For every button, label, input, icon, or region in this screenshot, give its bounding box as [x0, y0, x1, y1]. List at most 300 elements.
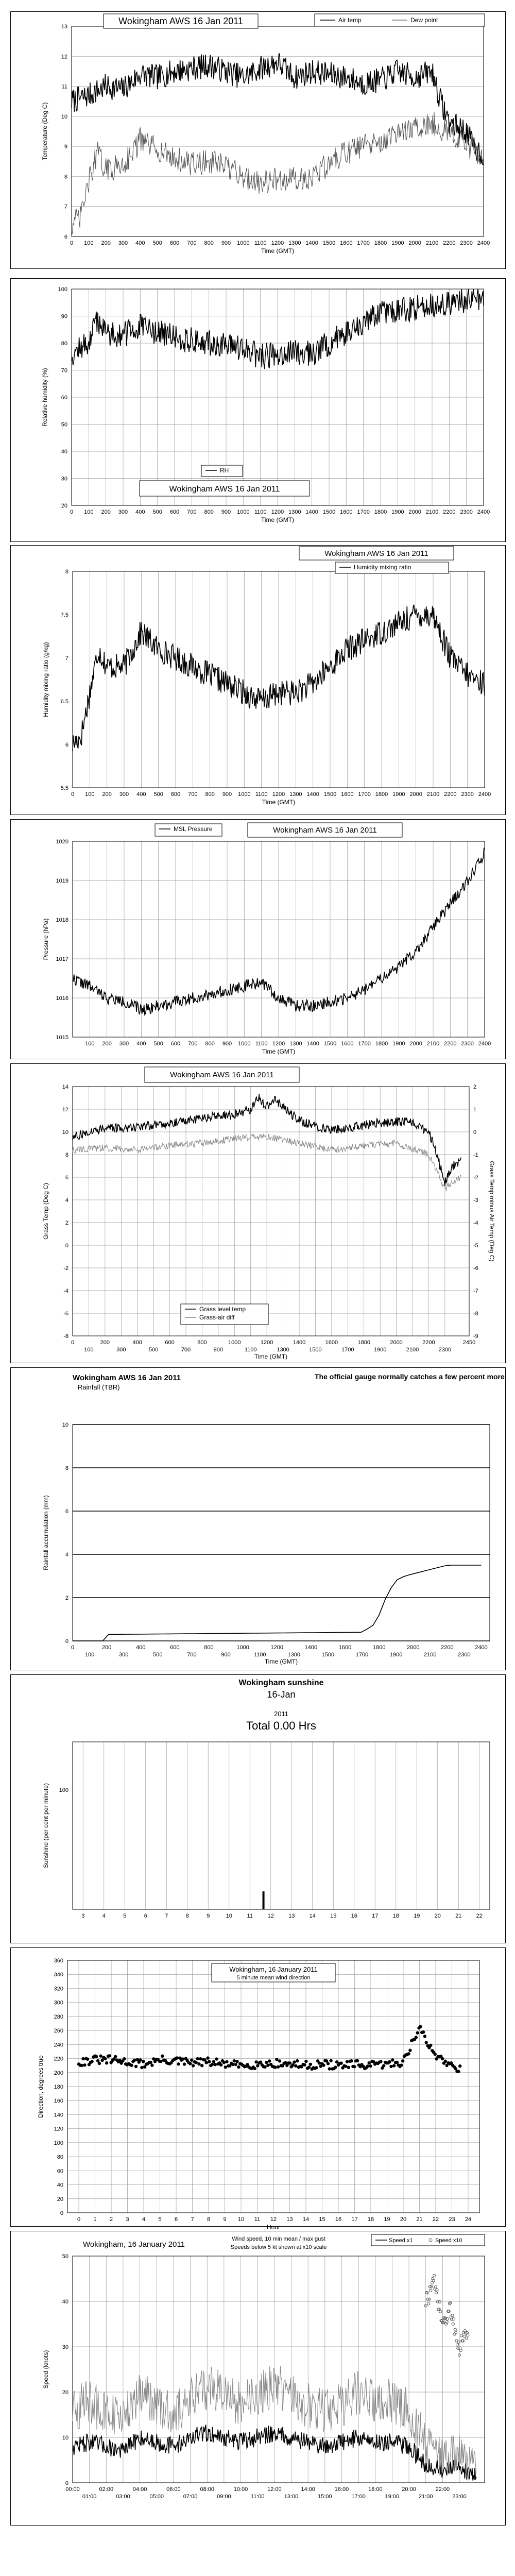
y-tick-label: -4: [63, 1288, 68, 1294]
x-tick-label: 1700: [358, 791, 371, 798]
data-point: [200, 2064, 203, 2067]
y-tick-label: 1017: [56, 956, 68, 962]
pressure-panel: [10, 819, 506, 1059]
x-tick-label: 09:00: [217, 2494, 231, 2500]
x-tick-label: 2400: [477, 240, 490, 246]
x-tick-label: 10: [237, 2216, 245, 2223]
x-tick-label: 700: [187, 1652, 197, 1658]
x-tick-label: 13:00: [284, 2494, 299, 2500]
x-tick-label: 200: [102, 791, 112, 798]
x-tick-label: 2100: [406, 1347, 419, 1353]
x-tick-label: 1200: [260, 1340, 273, 1346]
x-tick-label: 1300: [288, 509, 301, 515]
x-tick-label: 2400: [477, 509, 490, 515]
data-point: [273, 2065, 277, 2069]
y-tick-label: 260: [54, 2028, 63, 2035]
x-tick-label: 20:00: [402, 2486, 416, 2493]
x-tick-label: 100: [84, 1347, 94, 1353]
x-tick-label: 22:00: [435, 2486, 450, 2493]
data-point: [454, 2328, 456, 2331]
x-tick-label: 600: [170, 1041, 181, 1047]
x-tick-label: 2300: [438, 1347, 452, 1353]
y-tick-label: -6: [63, 1311, 68, 1317]
x-tick-label: 1700: [355, 1652, 369, 1658]
x-tick-label: 2300: [460, 240, 473, 246]
data-point: [183, 2062, 186, 2065]
y-tick-label: 100: [59, 1787, 68, 1793]
chart-title: Wokingham AWS 16 Jan 2011: [73, 1374, 181, 1382]
y-axis-label: Speed (knots): [42, 2350, 49, 2389]
x-tick-label: 900: [222, 791, 232, 798]
x-tick-label: 900: [221, 509, 231, 515]
x-tick-label: 13: [286, 2216, 293, 2223]
data-point: [401, 2059, 404, 2062]
x-tick-label: 200: [100, 1340, 110, 1346]
x-tick-label: 2200: [441, 1645, 454, 1651]
data-point: [294, 2064, 297, 2067]
x-tick-label: 6: [144, 1913, 147, 1919]
data-point: [192, 2064, 195, 2067]
x-tick-label: 2000: [406, 1645, 420, 1651]
grid-group: [83, 1742, 479, 1909]
x-axis-label: Time (GMT): [262, 1048, 296, 1055]
data-point: [206, 2056, 209, 2059]
x-tick-label: 1300: [289, 791, 302, 798]
y-tick-label: 12: [62, 1107, 68, 1113]
data-point: [219, 2063, 222, 2066]
y-tick-label: 1016: [56, 995, 68, 1002]
x-tick-label: 16: [335, 2216, 342, 2223]
y-tick-label: 8: [65, 1465, 68, 1471]
x-tick-label: 1900: [392, 1041, 405, 1047]
data-point: [389, 2065, 392, 2068]
y-tick-label: 6: [65, 1175, 68, 1181]
x-tick-label: 0: [70, 509, 74, 515]
x-tick-label: 1900: [391, 240, 404, 246]
data-point: [439, 2310, 442, 2313]
data-point: [328, 2067, 331, 2070]
data-point: [419, 2025, 422, 2028]
temperature-panel: [10, 11, 506, 269]
x-tick-label: 2400: [478, 791, 491, 798]
data-point: [130, 2064, 133, 2067]
data-point: [176, 2056, 179, 2059]
wind-speed-panel: [10, 2231, 506, 2526]
x-tick-label: 900: [221, 1652, 231, 1658]
x-tick-label: 1500: [323, 791, 337, 798]
y2-tick-label: -2: [473, 1175, 478, 1181]
x-tick-label: 2100: [425, 509, 439, 515]
plot-frame: [73, 1742, 490, 1909]
y-tick-label: 6.5: [60, 699, 68, 705]
data-point: [458, 2064, 461, 2067]
x-tick-label: 16: [351, 1913, 357, 1919]
chart-note: Speeds below 5 kt shown at x10 scale: [230, 2244, 327, 2250]
data-point: [259, 2060, 262, 2063]
legend-label: Grass level temp: [199, 1306, 246, 1313]
data-point: [80, 2064, 83, 2067]
x-tick-label: 21:00: [418, 2494, 433, 2500]
data-point: [104, 2057, 107, 2060]
x-tick-label: 100: [84, 509, 94, 515]
data-point: [407, 2052, 410, 2055]
data-point: [190, 2058, 193, 2061]
y2-tick-label: 2: [473, 1084, 477, 1090]
series-group: [77, 2025, 462, 2073]
x-tick-label: 2200: [422, 1340, 435, 1346]
y-tick-label: -8: [63, 1333, 68, 1340]
y-tick-label: 4: [65, 1552, 68, 1558]
x-tick-label: 20: [400, 2216, 407, 2223]
x-tick-label: 11: [247, 1913, 253, 1919]
x-tick-label: 200: [101, 509, 111, 515]
x-tick-label: 2100: [425, 240, 439, 246]
x-tick-label: 1600: [341, 1041, 354, 1047]
chart-svg: [11, 2231, 505, 2525]
x-axis-label: Time (GMT): [264, 1658, 298, 1665]
x-tick-label: 400: [135, 509, 145, 515]
x-tick-label: 5: [123, 1913, 127, 1919]
y-tick-label: 160: [54, 2098, 63, 2105]
data-point: [81, 2057, 84, 2060]
data-point: [415, 2036, 418, 2039]
x-tick-label: 0: [70, 240, 74, 246]
chart-subtitle: 5 minute mean wind direction: [236, 1975, 311, 1981]
data-point: [347, 2066, 350, 2069]
x-tick-label: 2200: [444, 1041, 457, 1047]
data-point: [231, 2063, 234, 2066]
y-tick-label: 7: [65, 655, 68, 662]
x-tick-label: 3: [81, 1913, 85, 1919]
grid-group: [67, 1960, 479, 2213]
data-point: [196, 2057, 199, 2060]
data-point: [235, 2060, 238, 2063]
x-tick-label: 1100: [244, 1347, 257, 1353]
y-tick-label: 90: [61, 313, 67, 320]
y2-tick-label: 0: [473, 1129, 477, 1136]
y-tick-label: 10: [62, 1129, 68, 1136]
legend-label: RH: [220, 467, 229, 474]
data-point: [304, 2060, 307, 2063]
data-point: [318, 2061, 321, 2064]
y-axis-label: Direction, degrees true: [37, 2055, 44, 2118]
y2-tick-label: -3: [473, 1197, 478, 1204]
data-point: [356, 2059, 359, 2062]
data-point: [90, 2060, 93, 2063]
x-tick-label: 900: [221, 240, 231, 246]
x-tick-label: 1500: [309, 1347, 322, 1353]
series-group: [73, 1565, 482, 1641]
x-tick-label: 18: [392, 1913, 399, 1919]
x-tick-label: 600: [170, 791, 181, 798]
data-point: [441, 2057, 444, 2060]
x-tick-label: 8: [207, 2216, 211, 2223]
x-tick-label: 1700: [357, 240, 370, 246]
y-tick-label: 8: [65, 569, 68, 575]
y-axis-label: Sunshine (per cent per minute): [42, 1783, 49, 1868]
x-tick-label: 2000: [390, 1340, 403, 1346]
legend-label: Grass-air diff: [199, 1314, 235, 1321]
x-tick-label: 11: [254, 2216, 261, 2223]
x-tick-label: 600: [169, 240, 180, 246]
legend-label: Dew point: [410, 16, 438, 24]
x-tick-label: 00:00: [65, 2486, 80, 2493]
x-tick-label: 500: [152, 509, 162, 515]
x-tick-label: 1800: [374, 240, 387, 246]
x-tick-label: 0: [71, 791, 75, 798]
y-tick-label: 140: [54, 2112, 63, 2119]
chart-title: Wokingham sunshine: [238, 1679, 324, 1687]
x-tick-label: 1200: [271, 509, 284, 515]
x-tick-label: 800: [197, 1340, 207, 1346]
y-tick-label: 6: [64, 234, 67, 240]
chart-title: Wokingham AWS 16 Jan 2011: [273, 826, 377, 835]
data-point: [388, 2060, 391, 2063]
x-tick-label: 24: [465, 2216, 472, 2223]
x-tick-label: 1900: [392, 791, 405, 798]
x-tick-label: 500: [153, 1652, 163, 1658]
x-tick-label: 1300: [288, 240, 301, 246]
y-tick-label: 1018: [56, 917, 68, 923]
x-tick-label: 1600: [341, 791, 354, 798]
data-point: [98, 2062, 101, 2065]
grid-group: [73, 841, 485, 1037]
y-tick-label: 14: [62, 1084, 68, 1090]
y-tick-label: 100: [58, 286, 67, 293]
y-tick-label: 10: [62, 2435, 68, 2441]
x-tick-label: 200: [102, 1041, 112, 1047]
data-point: [291, 2063, 294, 2066]
chart-total: Total 0.00 Hrs: [246, 1719, 316, 1732]
x-tick-label: 2000: [409, 1041, 422, 1047]
data-point: [105, 2061, 108, 2064]
data-point: [369, 2064, 372, 2067]
x-tick-label: 1900: [389, 1652, 403, 1658]
data-point: [214, 2063, 217, 2066]
data-point: [278, 2059, 281, 2062]
x-tick-label: 7: [165, 1913, 168, 1919]
data-point: [366, 2064, 369, 2067]
y-tick-label: 0: [65, 1243, 68, 1249]
y-tick-label: 2: [65, 1220, 68, 1226]
y-axis-label: Relative humidity (%): [41, 368, 48, 427]
data-point: [452, 2323, 454, 2325]
chart-svg: [11, 820, 505, 1059]
y-tick-label: 7.5: [60, 612, 68, 618]
data-point: [346, 2060, 349, 2063]
y2-tick-label: -8: [473, 1311, 478, 1317]
y-tick-label: 40: [61, 449, 67, 455]
data-point: [177, 2062, 180, 2065]
data-point: [139, 2058, 142, 2061]
x-tick-label: 23:00: [452, 2494, 467, 2500]
data-point: [350, 2059, 353, 2062]
x-tick-label: 1000: [238, 1041, 251, 1047]
x-tick-label: 11:00: [250, 2494, 265, 2500]
data-point: [429, 2044, 432, 2047]
data-point: [408, 2049, 411, 2052]
x-tick-label: 0: [77, 2216, 81, 2223]
x-tick-label: 800: [204, 1645, 214, 1651]
x-tick-label: 19: [414, 1913, 420, 1919]
data-point: [205, 2061, 208, 2064]
data-point: [309, 2063, 312, 2066]
data-point: [140, 2066, 143, 2069]
data-point: [114, 2055, 117, 2058]
humidity-panel: [10, 278, 506, 542]
y-tick-label: 80: [57, 2154, 63, 2161]
x-tick-label: 1800: [374, 509, 387, 515]
data-point: [303, 2063, 306, 2066]
x-tick-label: 1100: [253, 1652, 266, 1658]
data-point: [457, 2070, 460, 2073]
data-point: [197, 2062, 200, 2065]
x-tick-label: 1600: [338, 1645, 352, 1651]
data-point: [430, 2289, 432, 2292]
x-tick-label: 700: [188, 791, 198, 798]
x-tick-label: 1400: [293, 1340, 306, 1346]
data-point: [293, 2060, 296, 2063]
legend-label: MSL Pressure: [174, 825, 213, 833]
x-tick-label: 17: [351, 2216, 358, 2223]
x-tick-label: 1700: [358, 1041, 371, 1047]
x-tick-label: 2300: [461, 1041, 474, 1047]
y-tick-label: 8: [64, 174, 67, 180]
x-tick-label: 500: [148, 1347, 159, 1353]
x-tick-label: 05:00: [149, 2494, 164, 2500]
x-tick-label: 900: [213, 1347, 224, 1353]
x-tick-label: 5: [158, 2216, 162, 2223]
chart-svg: [11, 1064, 505, 1363]
data-point: [382, 2064, 385, 2067]
data-point: [379, 2060, 382, 2063]
x-tick-label: 15: [319, 2216, 325, 2223]
x-tick-label: 800: [205, 1041, 215, 1047]
x-tick-label: 100: [85, 791, 95, 798]
x-tick-label: 100: [84, 1652, 95, 1658]
y-tick-label: 200: [54, 2070, 63, 2076]
x-tick-label: 500: [153, 1041, 163, 1047]
chart-annotation: The official gauge normally catches a few percent more: [315, 1372, 505, 1381]
x-tick-label: 1100: [254, 509, 267, 515]
x-tick-label: 2400: [475, 1645, 488, 1651]
data-point: [149, 2061, 152, 2064]
chart-svg: [11, 12, 505, 268]
y2-tick-label: -7: [473, 1288, 478, 1294]
x-tick-label: 1900: [373, 1347, 387, 1353]
x-tick-label: 1700: [341, 1347, 354, 1353]
data-point: [465, 2337, 468, 2340]
x-tick-label: 04:00: [132, 2486, 147, 2493]
x-tick-label: 800: [204, 240, 214, 246]
y-tick-label: 8: [65, 1152, 68, 1158]
legend-label: Speed x10: [435, 2238, 462, 2244]
x-tick-label: 200: [101, 1645, 112, 1651]
y-tick-label: 20: [57, 2196, 63, 2202]
x-tick-label: 1500: [321, 1652, 335, 1658]
data-point: [457, 2341, 460, 2343]
y-tick-label: 340: [54, 1972, 63, 1978]
x-axis-label: Time (GMT): [261, 516, 295, 523]
x-tick-label: 400: [136, 791, 146, 798]
data-point: [265, 2061, 268, 2064]
plot-frame: [73, 1425, 490, 1641]
x-tick-label: 1100: [255, 791, 268, 798]
data-point: [339, 2061, 342, 2064]
x-tick-label: 2450: [462, 1340, 476, 1346]
chart-subtitle: 16-Jan: [267, 1689, 296, 1700]
x-tick-label: 0: [71, 1340, 75, 1346]
y2-tick-label: 1: [473, 1107, 477, 1113]
y-tick-label: 50: [62, 2253, 68, 2260]
y-tick-label: 60: [57, 2168, 63, 2175]
x-tick-label: 300: [119, 1041, 129, 1047]
series-group: [263, 1891, 265, 1909]
y-tick-label: 80: [61, 341, 67, 347]
x-tick-label: 18:00: [368, 2486, 383, 2493]
data-point: [391, 2058, 394, 2061]
y-axis-label: Pressure (hPa): [42, 918, 49, 960]
x-tick-label: 1200: [270, 1645, 283, 1651]
y-tick-label: 20: [61, 503, 67, 509]
data-point: [134, 2065, 138, 2068]
y-tick-label: 13: [61, 24, 67, 30]
legend-box: [371, 2234, 485, 2246]
x-tick-label: 9: [223, 2216, 227, 2223]
chart-title: Wokingham AWS 16 Jan 2011: [324, 549, 428, 558]
data-point: [263, 2065, 266, 2069]
x-tick-label: 01:00: [82, 2494, 97, 2500]
y-tick-label: 100: [54, 2140, 63, 2146]
data-point: [427, 2302, 430, 2305]
x-tick-label: 1000: [237, 509, 250, 515]
x-tick-label: 2: [109, 2216, 113, 2223]
data-point: [123, 2057, 126, 2060]
x-tick-label: 10: [226, 1913, 232, 1919]
y-axis-label: Temperature (Deg C): [41, 102, 48, 161]
x-tick-label: 900: [222, 1041, 232, 1047]
y-tick-label: 11: [61, 83, 67, 90]
x-tick-label: 2000: [408, 509, 421, 515]
x-tick-label: 1: [93, 2216, 97, 2223]
data-point: [444, 2060, 447, 2063]
x-tick-label: 2400: [478, 1041, 491, 1047]
mixing-ratio-panel: [10, 545, 506, 815]
x-tick-label: 400: [136, 1041, 146, 1047]
data-bar: [263, 1891, 265, 1909]
x-tick-label: 400: [135, 240, 145, 246]
data-point: [142, 2060, 145, 2063]
y-tick-label: 180: [54, 2084, 63, 2090]
data-point: [222, 2061, 226, 2064]
x-axis-label: Time (GMT): [254, 1353, 288, 1360]
data-point: [456, 2344, 458, 2346]
data-point: [322, 2063, 325, 2066]
y-tick-label: 6: [65, 1509, 68, 1515]
data-point: [133, 2059, 136, 2062]
data-point: [400, 2063, 403, 2066]
x-tick-label: 1700: [357, 509, 370, 515]
y-tick-label: 280: [54, 2013, 63, 2020]
data-point: [277, 2065, 280, 2069]
y-tick-label: 40: [57, 2182, 63, 2189]
y-tick-label: 4: [65, 1197, 68, 1204]
x-tick-label: 14: [309, 1913, 316, 1919]
x-axis-label: Hour: [266, 2224, 281, 2231]
data-point: [433, 2274, 435, 2277]
x-tick-label: 2100: [426, 1041, 440, 1047]
chart-svg: [11, 546, 505, 815]
